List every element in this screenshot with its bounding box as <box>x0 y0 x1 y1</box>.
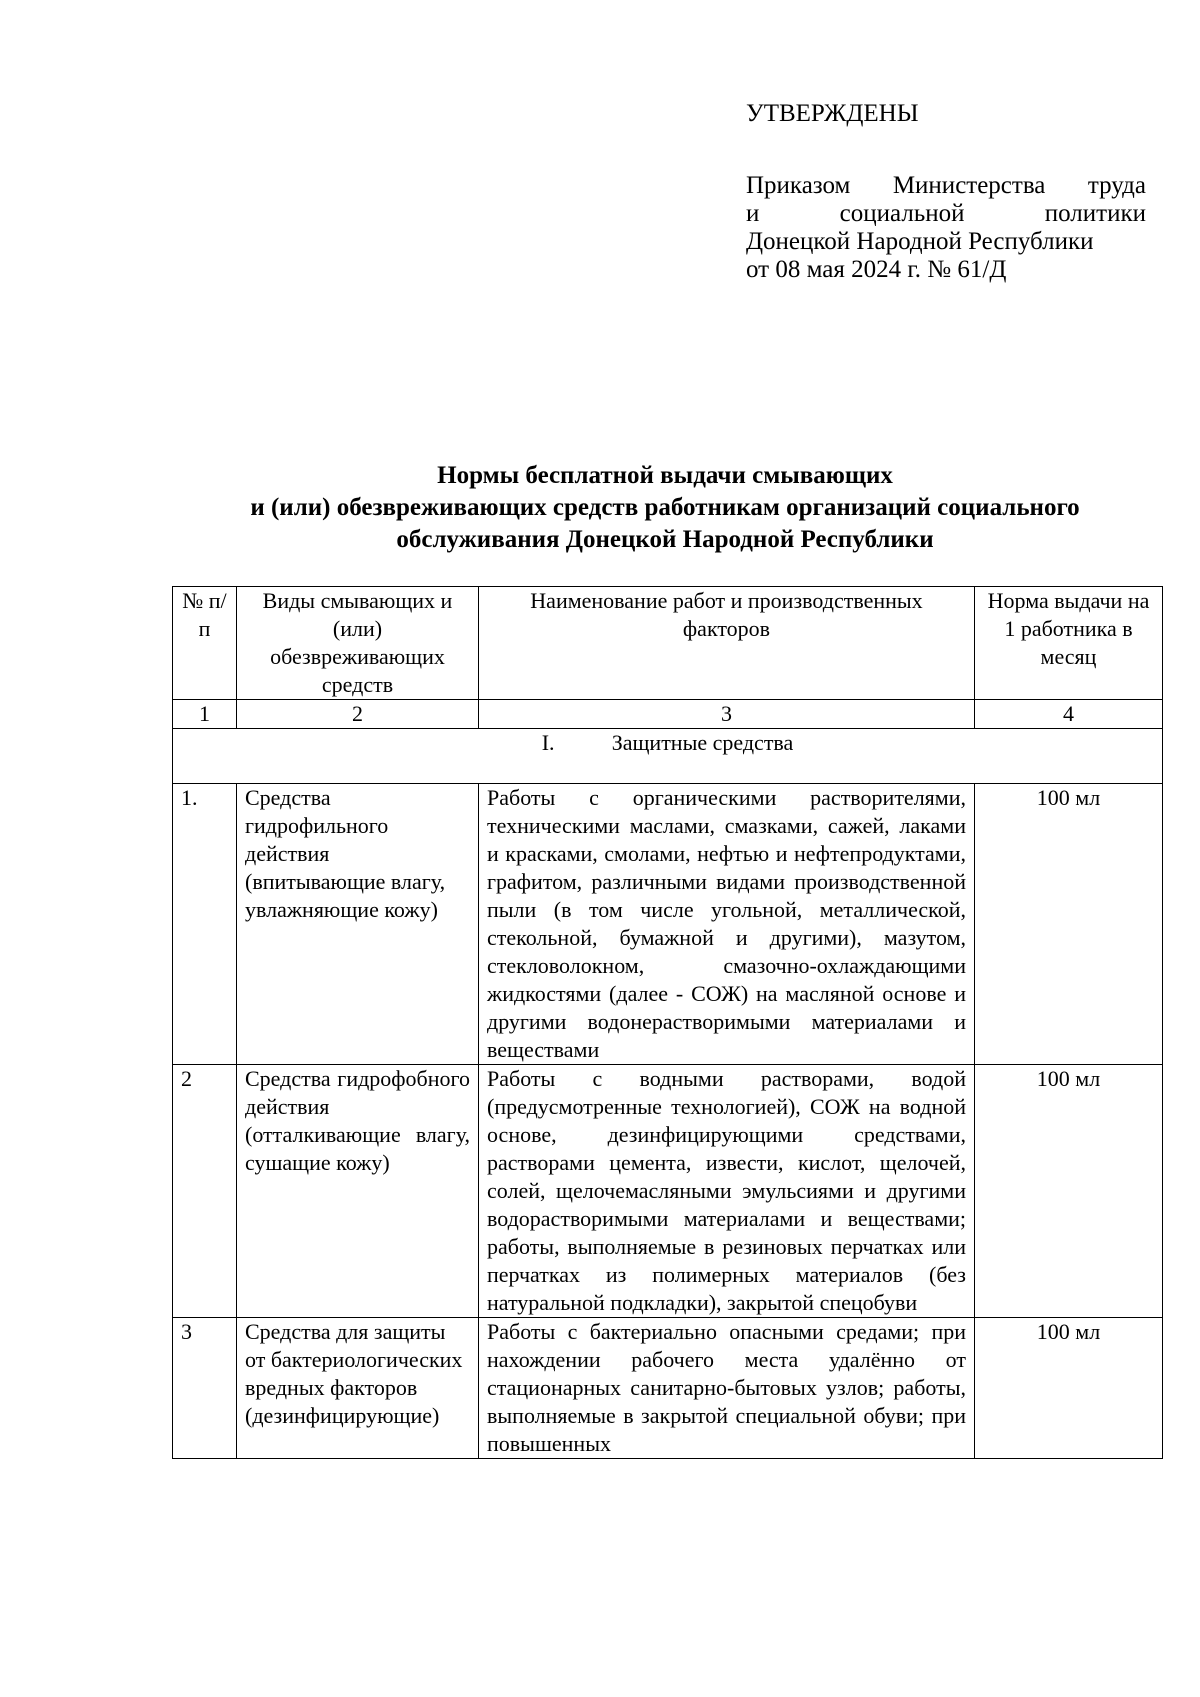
column-number: 3 <box>479 700 975 729</box>
row-norm: 100 мл <box>975 784 1163 1065</box>
approval-heading: УТВЕРЖДЕНЫ <box>746 100 919 127</box>
row-work: Работы с бактериально опасными средами; при нахождении рабочего места удалённо от стационарных санитарно-бытовых узлов; работы, выполняемые в закрытой специальной обуви; при повышенных <box>479 1318 975 1459</box>
title-line-2: и (или) обезвреживающих средств работникам организаций социального <box>250 494 1080 521</box>
title-line-3: обслуживания Донецкой Народной Республики <box>396 526 934 553</box>
section-title: Защитные средства <box>611 730 794 755</box>
column-number: 4 <box>975 700 1163 729</box>
row-num: 2 <box>173 1065 237 1318</box>
row-type: Средства гидрофобного действия (отталкивающие влагу, сушащие кожу) <box>237 1065 479 1318</box>
title-line-1: Нормы бесплатной выдачи смывающих <box>437 462 893 489</box>
header-num: № п/п <box>173 587 237 700</box>
row-norm: 100 мл <box>975 1318 1163 1459</box>
section-row <box>173 729 1163 784</box>
table-header-row <box>173 587 1163 700</box>
row-type: Средства для защиты от бактериологических вредных факторов (дезинфицирующие) <box>237 1318 479 1459</box>
table-row <box>173 1318 1163 1459</box>
approval-line-2: и социальной политики <box>746 200 1146 227</box>
row-norm: 100 мл <box>975 1065 1163 1318</box>
row-work: Работы с водными растворами, водой (предусмотренные технологией), СОЖ на водной основе, дезинфицирующими средствами, растворами цемента, извести, кислот, щелочей, солей, щелочемасляными эмульсиями и другими водорастворимыми материалами и веществами; работы, выполняемые в резиновых перчатках или перчатках из полимерных материалов (без натуральной подкладки), закрытой спецобуви <box>479 1065 975 1318</box>
column-numbers-row <box>173 700 1163 729</box>
column-number: 2 <box>237 700 479 729</box>
approval-line-3: Донецкой Народной Республики <box>746 228 1094 255</box>
header-norm: Норма выдачи на 1 работника в месяц <box>975 587 1163 700</box>
table-row <box>173 1065 1163 1318</box>
row-type: Средства гидрофильного действия (впитывающие влагу, увлажняющие кожу) <box>237 784 479 1065</box>
table-row <box>173 784 1163 1065</box>
approval-line-1: Приказом Министерства труда <box>746 172 1146 199</box>
section-number: I. <box>541 730 555 755</box>
row-num: 1. <box>173 784 237 1065</box>
column-number: 1 <box>173 700 237 729</box>
header-type: Виды смывающих и (или) обезвреживающих средств <box>237 587 479 700</box>
approval-line-4: от 08 мая 2024 г. № 61/Д <box>746 256 1007 283</box>
section-heading <box>173 729 1163 784</box>
row-work: Работы с органическими растворителями, техническими маслами, смазками, сажей, лаками и красками, смолами, нефтью и нефтепродуктами, графитом, различными видами производственной пыли (в том числе угольной, металлической, стекольной, бумажной и другими), мазутом, стекловолокном, смазочно-охлаждающими жидкостями (далее - СОЖ) на масляной основе и другими водонерастворимыми материалами и веществами <box>479 784 975 1065</box>
row-num: 3 <box>173 1318 237 1459</box>
norms-table <box>172 586 1163 1459</box>
document-title <box>170 460 1160 556</box>
header-work: Наименование работ и производственных факторов <box>479 587 975 700</box>
approval-block <box>746 100 1146 284</box>
